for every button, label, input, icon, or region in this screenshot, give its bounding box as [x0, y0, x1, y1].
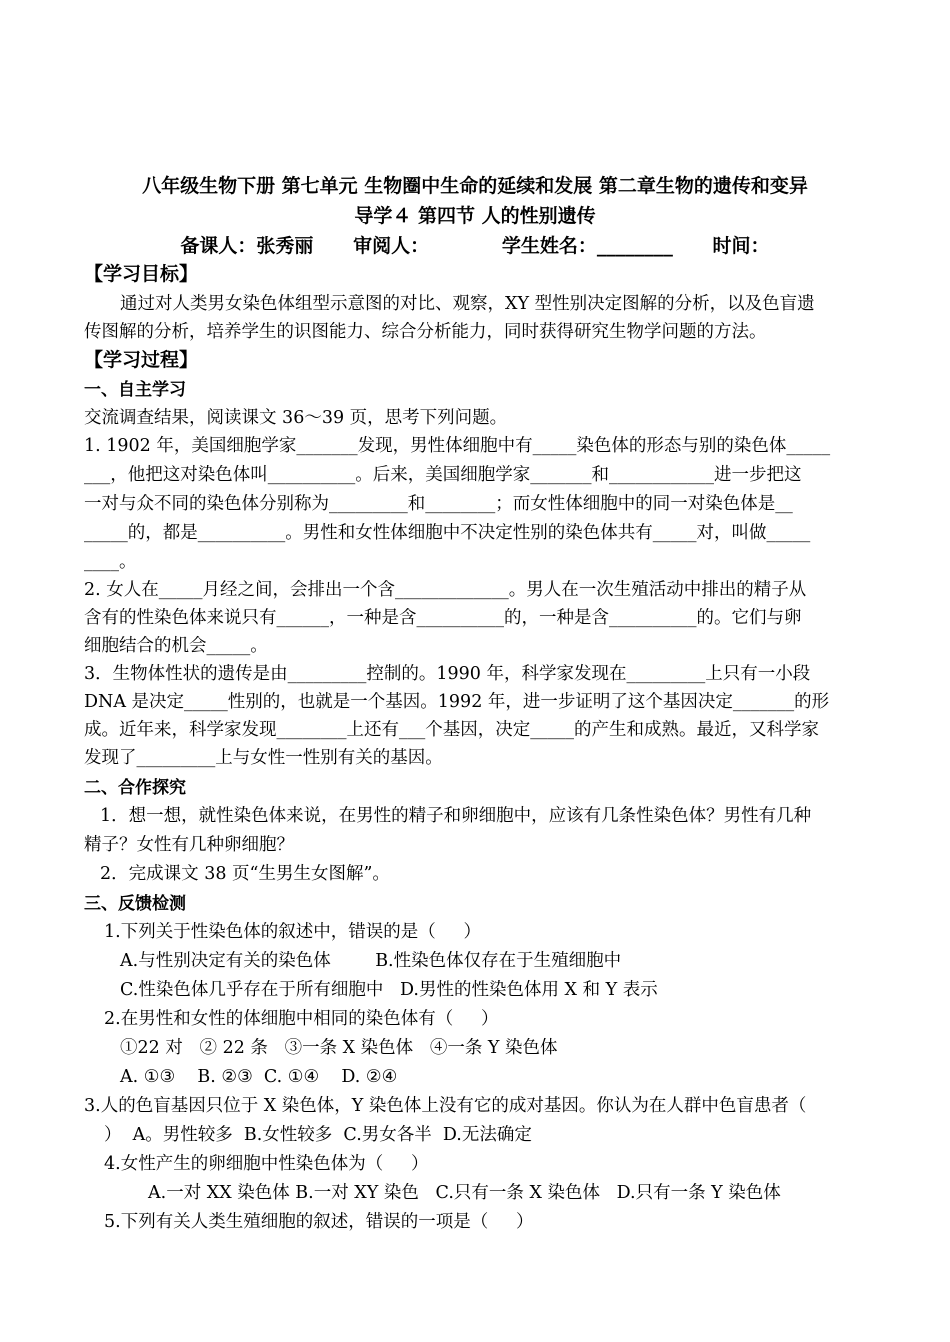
q1-line: ___，他把这对染色体叫__________。后来，美国细胞学家_______和____________进一步把这	[84, 465, 802, 485]
q1-line: 1. 1902 年，美国细胞学家_______发现，男性体细胞中有_____染色体的形态与别的染色体_____	[84, 436, 831, 456]
section-1-title: 一、自主学习	[84, 380, 186, 400]
process-heading: 【学习过程】	[84, 349, 199, 371]
quiz-line: 3.人的色盲基因只位于 X 染色体，Y 染色体上没有它的成对基因。你认为在人群中色盲患者（	[84, 1096, 807, 1116]
goals-text-1: 通过对人类男女染色体组型示意图的对比、观察，XY 型性别决定图解的分析，以及色盲遗	[120, 294, 815, 314]
q1-line: 一对与众不同的染色体分别称为_________和________；而女性体细胞中的同一对染色体是__	[84, 494, 793, 514]
quiz-line: A.一对 XX 染色体 B.一对 XY 染色 C.只有一条 X 染色体 D.只有一条 Y 染色体	[148, 1183, 781, 1203]
section-2-title: 二、合作探究	[84, 778, 186, 798]
quiz-line: ①22 对 ② 22 条 ③一条 X 染色体 ④一条 Y 染色体	[120, 1038, 558, 1058]
section-2-item: 1．想一想，就性染色体来说，在男性的精子和卵细胞中，应该有几条性染色体？男性有几种	[100, 806, 812, 826]
section-2-item: 2．完成课文 38 页“生男生女图解”。	[100, 864, 390, 884]
q2-line: 含有的性染色体来说只有______，一种是含__________的，一种是含__________的。它们与卵	[84, 608, 802, 628]
q3-line: DNA 是决定_____性别的，也就是一个基因。1992 年，进一步证明了这个基因决定_______的形	[84, 692, 830, 712]
section-1-intro: 交流调查结果，阅读课文 36～39 页，思考下列问题。	[84, 408, 508, 428]
q3-line: 成。近年来，科学家发现________上还有___个基因，决定_____的产生和成熟。最近，又科学家	[84, 720, 819, 740]
q1-line: ____。	[84, 552, 137, 572]
q2-line: 细胞结合的机会_____。	[84, 636, 268, 656]
q3-line: 3．生物体性状的遗传是由_________控制的。1990 年，科学家发现在_________上只有一小段	[84, 664, 811, 684]
quiz-line: 4.女性产生的卵细胞中性染色体为（ ）	[104, 1154, 429, 1174]
quiz-line: 5.下列有关人类生殖细胞的叙述，错误的一项是（ ）	[104, 1212, 534, 1232]
quiz-line: ） A。男性较多 B.女性较多 C.男女各半 D.无法确定	[104, 1125, 532, 1145]
document-title: 八年级生物下册 第七单元 生物圈中生命的延续和发展 第二章生物的遗传和变异	[142, 175, 808, 197]
section-2-item: 精子？女性有几种卵细胞？	[84, 835, 294, 855]
document-meta: 备课人：张秀丽 审阅人： 学生姓名：________ 时间：	[180, 235, 770, 257]
quiz-line: 2.在男性和女性的体细胞中相同的染色体有（ ）	[104, 1009, 499, 1029]
document-subtitle: 导学４ 第四节 人的性别遗传	[354, 205, 596, 227]
goals-text-2: 传图解的分析，培养学生的识图能力、综合分析能力，同时获得研究生物学问题的方法。	[84, 322, 767, 342]
q3-line: 发现了_________上与女性一性别有关的基因。	[84, 748, 443, 768]
quiz-line: C.性染色体几乎存在于所有细胞中 D.男性的性染色体用 X 和 Y 表示	[120, 980, 658, 1000]
quiz-line: 1.下列关于性染色体的叙述中，错误的是（ ）	[104, 922, 482, 942]
goals-heading: 【学习目标】	[84, 263, 199, 285]
section-3-title: 三、反馈检测	[84, 894, 186, 914]
quiz-line: A. ①③ B. ②③ C. ①④ D. ②④	[120, 1067, 398, 1087]
quiz-line: A.与性别决定有关的染色体 B.性染色体仅存在于生殖细胞中	[120, 951, 622, 971]
q2-line: 2. 女人在_____月经之间，会排出一个含_____________。男人在一次生殖活动中排出的精子从	[84, 580, 807, 600]
q1-line: _____的，都是__________。男性和女性体细胞中不决定性别的染色体共有_____对，叫做_____	[84, 523, 811, 543]
